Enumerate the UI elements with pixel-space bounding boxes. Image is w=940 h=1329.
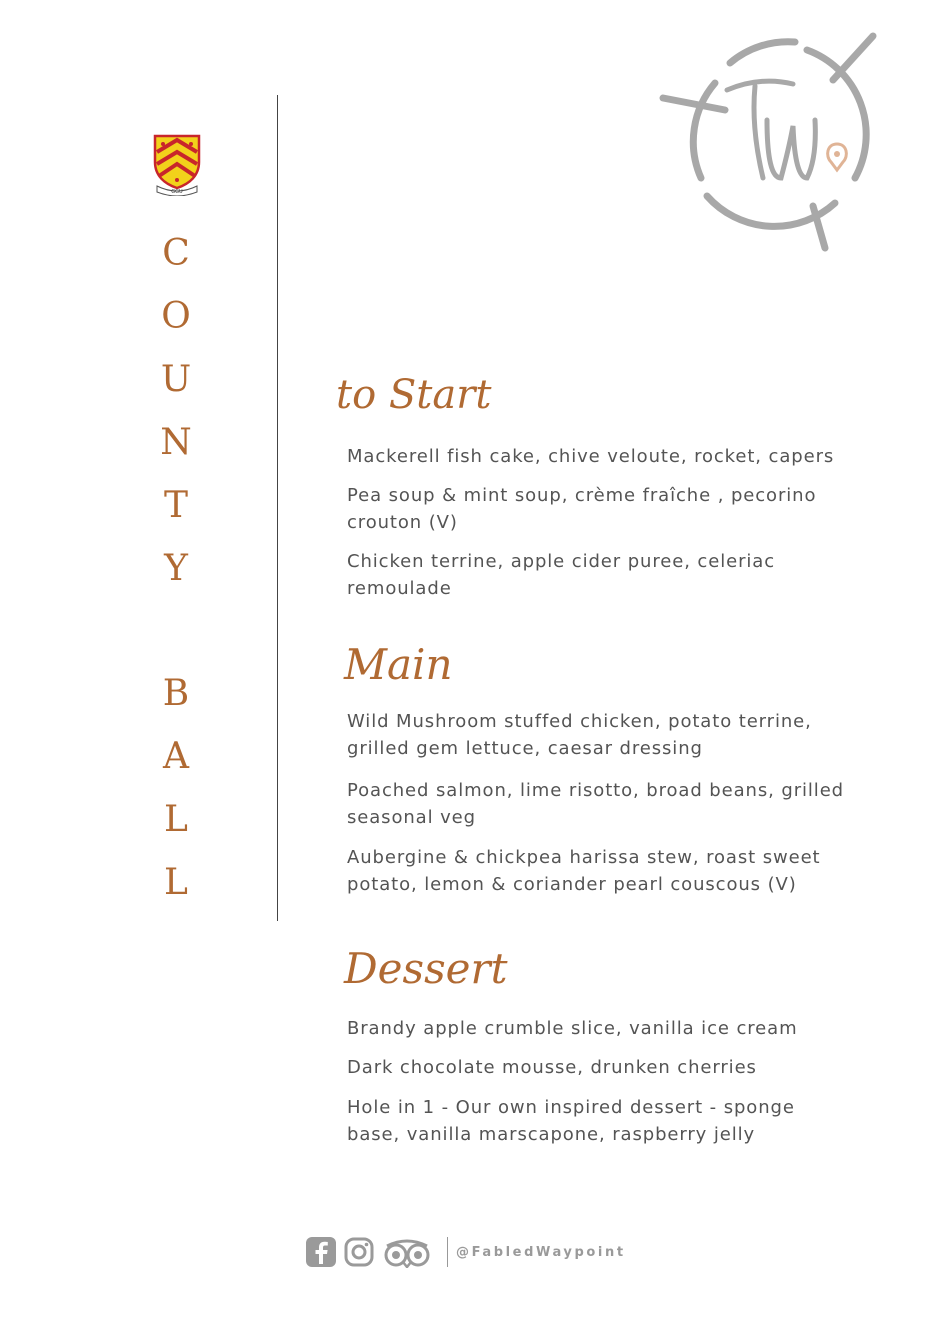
menu-item: Dark chocolate mousse, drunken cherries <box>347 1057 757 1078</box>
footer-separator <box>447 1237 448 1267</box>
menu-item: Wild Mushroom stuffed chicken, potato terrine, grilled gem lettuce, caesar dressing <box>347 711 812 759</box>
tripadvisor-icon[interactable] <box>381 1236 433 1268</box>
instagram-icon[interactable] <box>343 1236 375 1268</box>
title-letter: N <box>160 422 192 463</box>
social-handle[interactable]: @FabledWaypoint <box>456 1244 626 1260</box>
menu-item: Pea soup & mint soup, crème fraîche , pecorino crouton (V) <box>347 485 817 533</box>
menu-item: Chicken terrine, apple cider puree, celeriac remoulade <box>347 551 776 599</box>
fabled-waypoint-logo <box>655 28 890 258</box>
title-letter: A <box>163 736 189 777</box>
crest-motto: GGU <box>171 189 183 195</box>
title-letter: O <box>161 296 191 337</box>
menu-item: Poached salmon, lime risotto, broad beans, grilled seasonal veg <box>347 780 844 828</box>
menu-item: Mackerell fish cake, chive veloute, rocket, capers <box>347 446 835 467</box>
section-heading-starters: to Start <box>336 372 492 418</box>
title-letter: Y <box>164 548 188 589</box>
crest-shield-icon <box>153 134 201 196</box>
social-footer <box>305 1235 626 1269</box>
section-heading-mains: Main <box>344 640 453 689</box>
title-letter: L <box>164 862 188 903</box>
title-letter: L <box>164 799 188 840</box>
vertical-divider <box>277 95 278 921</box>
menu-item: Hole in 1 - Our own inspired dessert - sponge base, vanilla marscapone, raspberry jelly <box>347 1097 795 1145</box>
facebook-icon[interactable] <box>305 1236 337 1268</box>
logo-icon <box>655 28 890 258</box>
title-letter: T <box>163 485 188 526</box>
title-letter: B <box>162 673 190 714</box>
menu-item: Brandy apple crumble slice, vanilla ice cream <box>347 1018 798 1039</box>
section-heading-desserts: Dessert <box>344 944 508 993</box>
menu-item: Aubergine & chickpea harissa stew, roast sweet potato, lemon & coriander pearl couscous (V) <box>347 847 821 895</box>
club-crest <box>153 134 201 196</box>
title-letter: C <box>162 233 190 274</box>
title-letter: U <box>160 359 192 400</box>
